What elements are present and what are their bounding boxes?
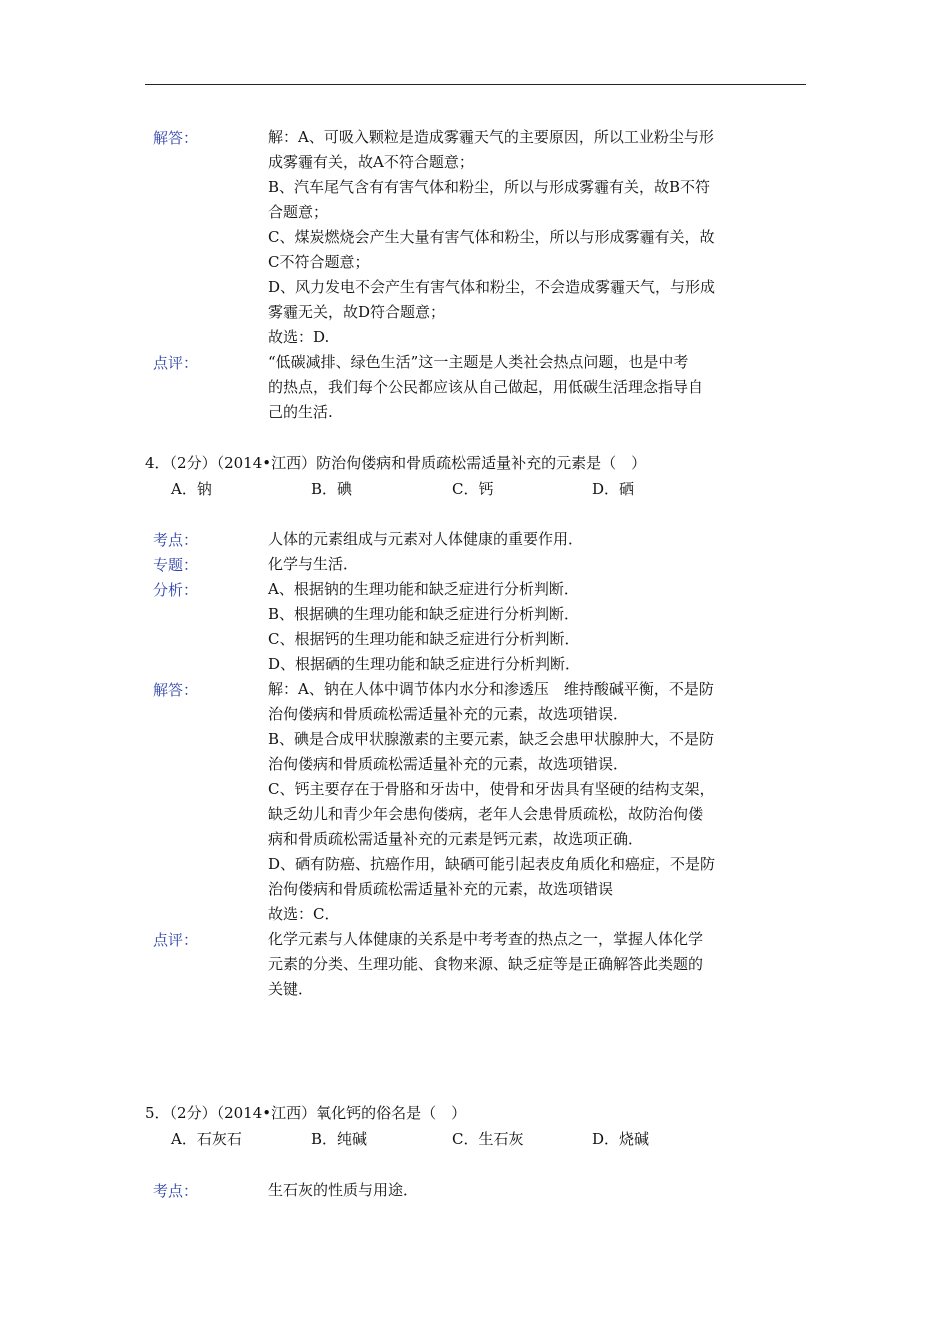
answer-label: 解答： (153, 681, 199, 699)
kaodian-text (268, 527, 753, 552)
question-5-stem: 5．（2分）（2014•江西）氧化钙的俗名是（ ） (145, 1104, 467, 1122)
analysis-label: 分析： (153, 581, 199, 599)
answer-line: 治佝偻病和骨质疏松需适量补充的元素，故选项错误． (268, 755, 629, 773)
answer-line: D、硒有防癌、抗癌作用，缺硒可能引起表皮角质化和癌症，不是防 (268, 855, 716, 873)
analysis-line: D、根据硒的生理功能和缺乏症进行分析判断． (268, 655, 581, 673)
answer-line: C、煤炭燃烧会产生大量有害气体和粉尘，所以与形成雾霾有关，故 (268, 228, 715, 246)
analysis-line: C、根据钙的生理功能和缺乏症进行分析判断． (268, 630, 580, 648)
comment-line: 化学元素与人体健康的关系是中考考查的热点之一，掌握人体化学 (268, 930, 704, 948)
kaodian-label: 考点： (153, 1182, 199, 1200)
comment-label: 点评： (153, 354, 199, 372)
zhuanti-text (268, 552, 753, 577)
answer-line: 解：A、可吸入颗粒是造成雾霾天气的主要原因，所以工业粉尘与形 (268, 128, 714, 146)
q5-option-d: D．烧碱 (592, 1130, 650, 1148)
analysis-line: A、根据钠的生理功能和缺乏症进行分析判断． (268, 580, 579, 598)
header-rule (145, 84, 806, 85)
zhuanti-label: 专题： (153, 556, 199, 574)
kaodian-text (268, 1178, 753, 1203)
comment-line: 己的生活. (268, 403, 333, 421)
answer-line: B、汽车尾气含有有害气体和粉尘，所以与形成雾霾有关，故B不符 (268, 178, 711, 196)
comment-line: 元素的分类、生理功能、食物来源、缺乏症等是正确解答此类题的 (268, 955, 704, 973)
kaodian-label: 考点： (153, 531, 199, 549)
q4-option-c: C．钙 (452, 480, 494, 498)
answer-line: 解：A、钠在人体中调节体内水分和渗透压 维持酸碱平衡，不是防 (268, 680, 714, 698)
answer-text (268, 125, 753, 350)
comment-line: 的热点，我们每个公民都应该从自己做起，用低碳生活理念指导自 (268, 378, 704, 396)
answer-line: 治佝偻病和骨质疏松需适量补充的元素，故选项错误 (268, 880, 614, 898)
analysis-line: B、根据碘的生理功能和缺乏症进行分析判断． (268, 605, 580, 623)
answer-line: D、风力发电不会产生有害气体和粉尘，不会造成雾霾天气，与形成 (268, 278, 716, 296)
comment-line: 关键． (268, 980, 314, 998)
q5-option-c: C．生石灰 (452, 1130, 524, 1148)
answer-line: B、碘是合成甲状腺激素的主要元素，缺乏会患甲状腺肿大，不是防 (268, 730, 715, 748)
answer-label: 解答： (153, 129, 199, 147)
q4-option-b: B．碘 (311, 480, 353, 498)
question-4-stem: 4．（2分）（2014•江西）防治佝偻病和骨质疏松需适量补充的元素是（ ） (145, 454, 647, 472)
comment-text (268, 350, 753, 425)
analysis-text (268, 577, 753, 677)
comment-text (268, 927, 753, 1002)
q4-option-a: A．钠 (171, 480, 212, 498)
answer-line: C、钙主要存在于骨胳和牙齿中，使骨和牙齿具有坚硬的结构支架， (268, 780, 715, 798)
comment-label: 点评： (153, 931, 199, 949)
answer-line: C不符合题意； (268, 253, 370, 271)
answer-line: 合题意； (268, 203, 329, 221)
answer-line: 成雾霾有关，故A不符合题意； (268, 153, 474, 171)
answer-line: 故选：D. (268, 328, 330, 346)
kaodian-line: 生石灰的性质与用途． (268, 1181, 419, 1199)
answer-line: 雾霾无关，故D符合题意； (268, 303, 446, 321)
q4-option-d: D．硒 (592, 480, 635, 498)
answer-line: 治佝偻病和骨质疏松需适量补充的元素，故选项错误． (268, 705, 629, 723)
answer-line: 缺乏幼儿和青少年会患佝偻病，老年人会患骨质疏松，故防治佝偻 (268, 805, 704, 823)
comment-line: “低碳减排、绿色生活”这一主题是人类社会热点问题，也是中考 (268, 353, 689, 371)
kaodian-line: 人体的元素组成与元素对人体健康的重要作用． (268, 530, 584, 548)
answer-line: 病和骨质疏松需适量补充的元素是钙元素，故选项正确． (268, 830, 644, 848)
q5-option-b: B．纯碱 (311, 1130, 368, 1148)
answer-text (268, 677, 753, 927)
zhuanti-line: 化学与生活． (268, 555, 359, 573)
q5-option-a: A．石灰石 (171, 1130, 242, 1148)
answer-line: 故选：C． (268, 905, 340, 923)
